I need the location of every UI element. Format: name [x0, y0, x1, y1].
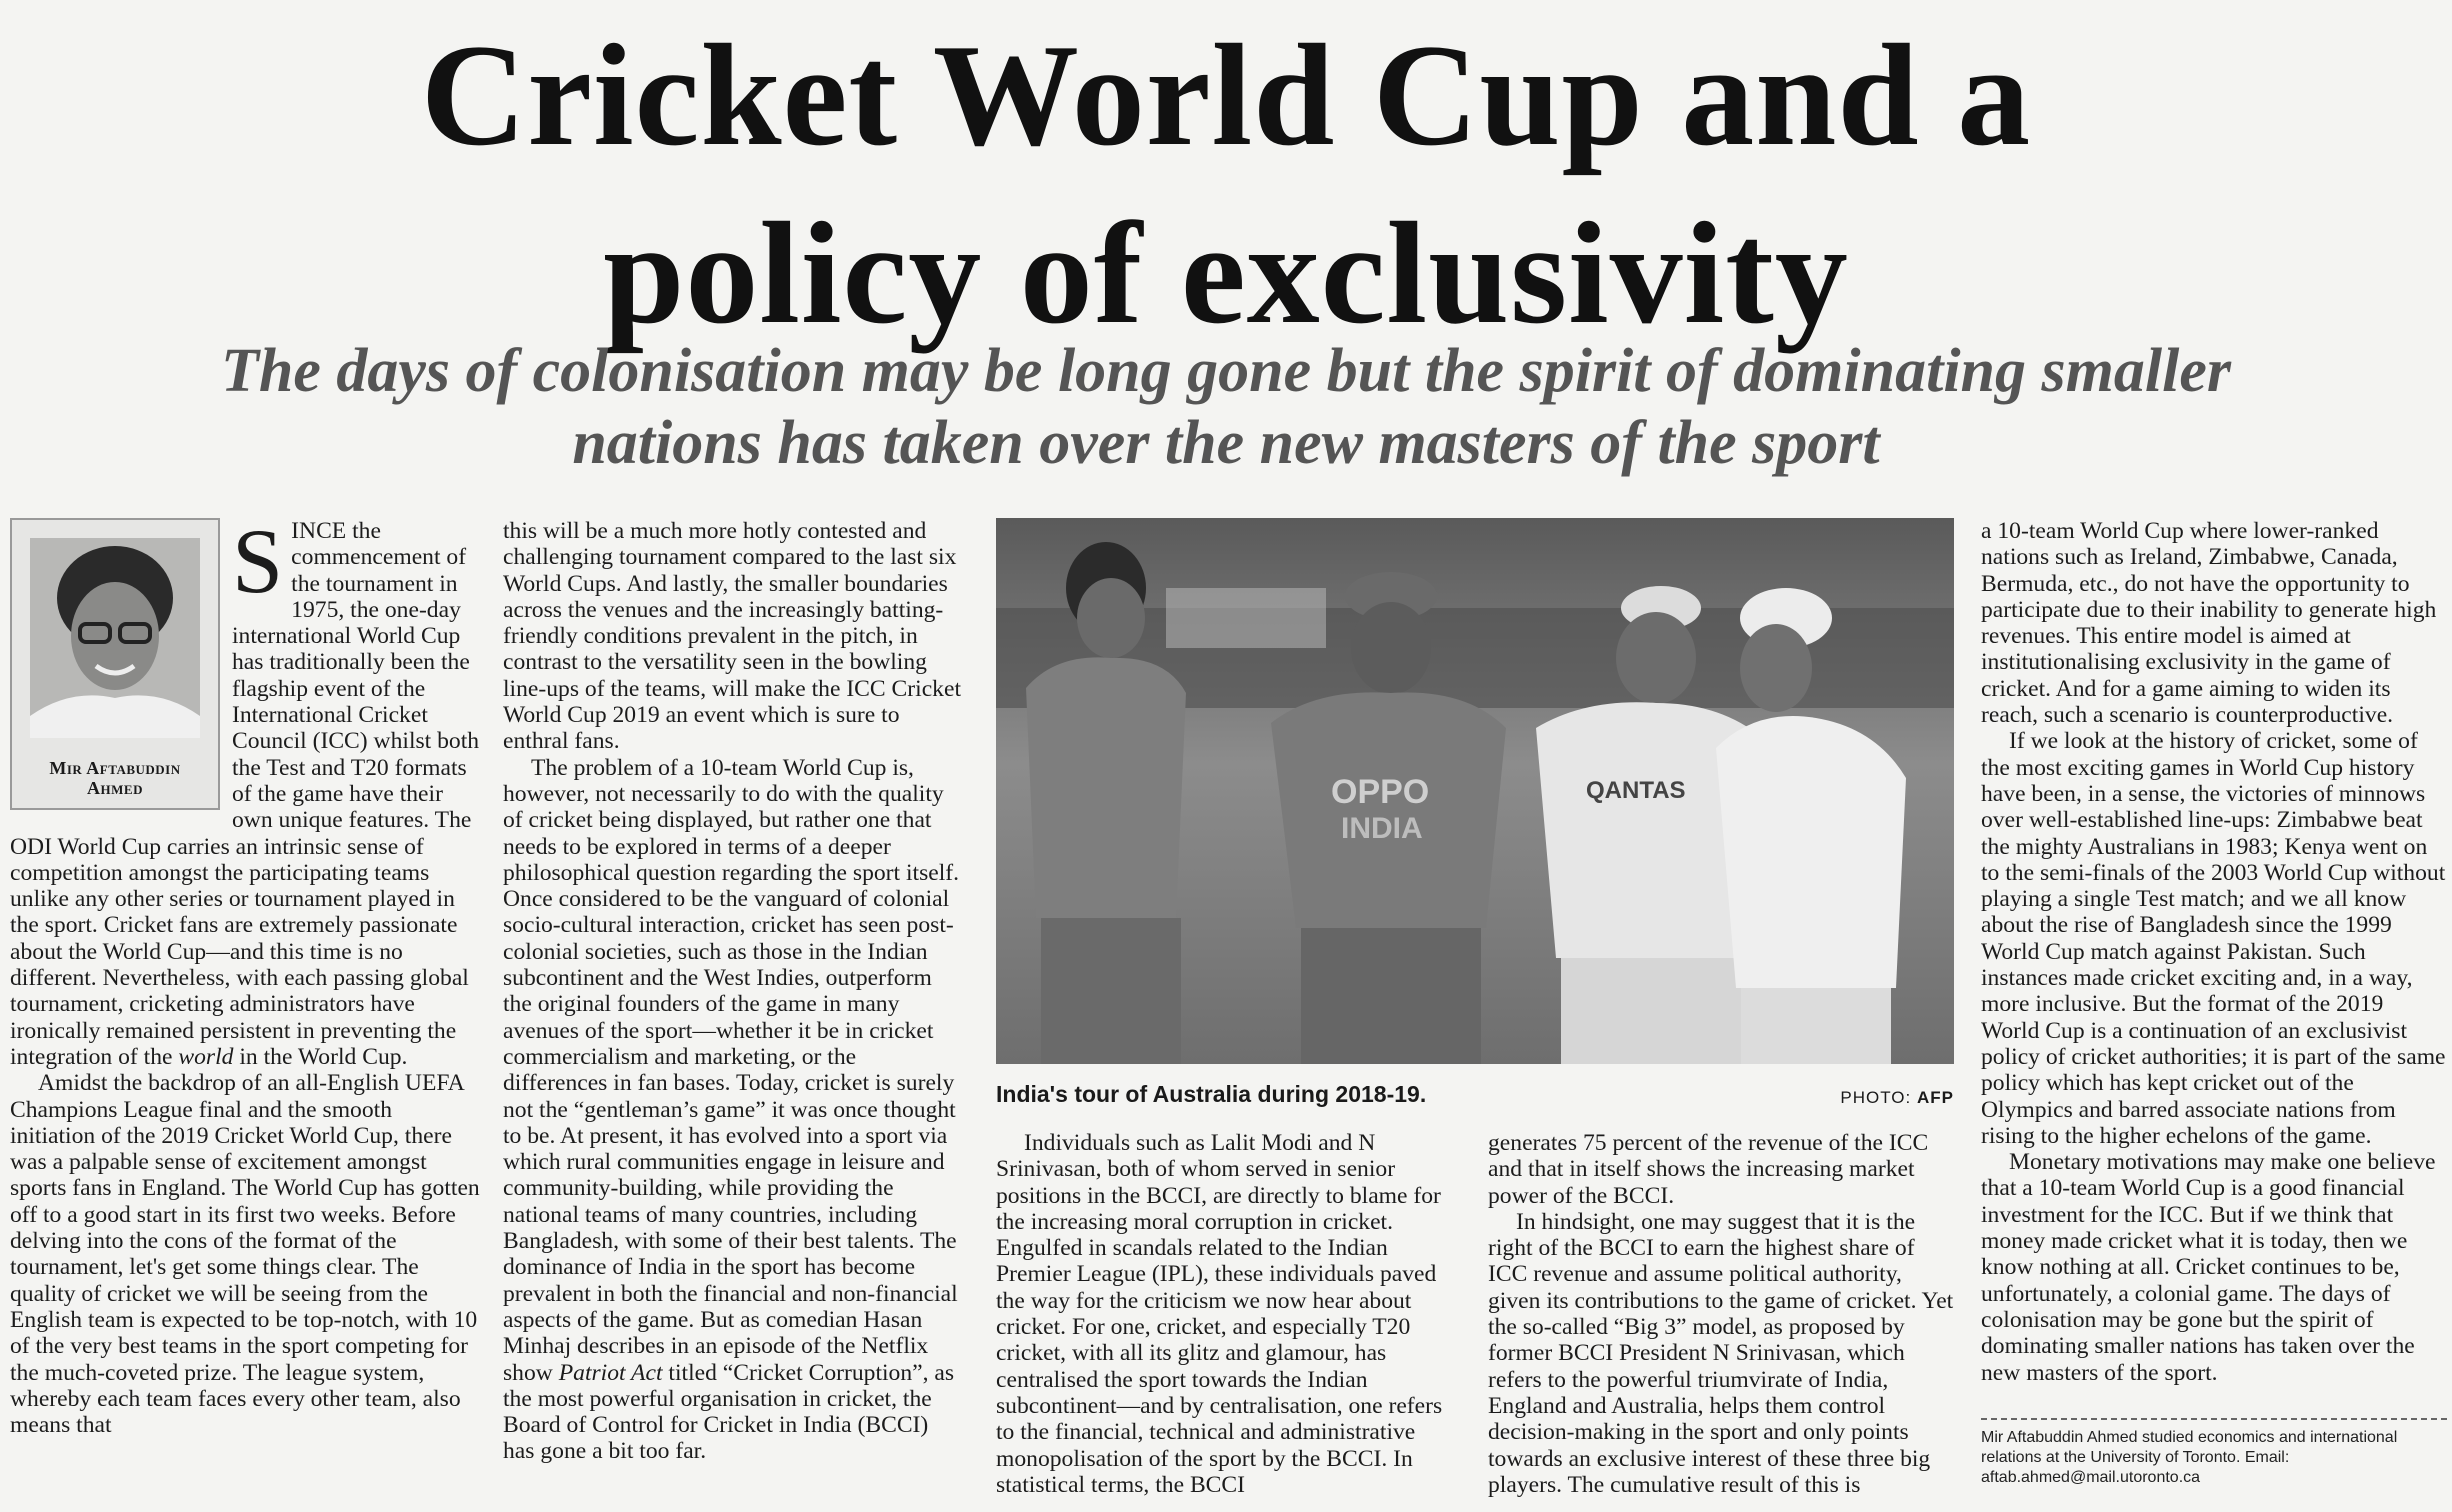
bio-divider: [1981, 1418, 2447, 1420]
drop-cap: S: [232, 510, 284, 612]
paragraph-text: INCE the commencement of the tournament in 1975, the one-day international World Cup has traditionally been the flagship event of the International Cricket Council (ICC) whilst both the Test and T20 formats of the game have their own unique features. The ODI World Cup carries an intrinsic sense of competition amongst the participating teams unlike any other series or tournament played in the sport. Cricket fans are extremely passionate about the World Cup—and this time is no different. Nevertheless, with each passing global tournament, cricketing administrators have ironically remained persistent in preventing the integration of the: [10, 518, 480, 1070]
author-bio: Mir Aftabuddin Ahmed studied economics and international relations at the University of Toronto. Email: aftab.ahmed@mail.utoronto.ca: [1981, 1429, 2398, 1486]
deck-subheadline: [0, 335, 2452, 479]
paragraph-text: The problem of a 10-team World Cup is, however, not necessarily to do with the quality of cricket being displayed, but rather one that needs to be explored in terms of a deeper philosophical question regarding the sport itself. Once considered to be the vanguard of colonial socio-cultural interaction, cricket has seen post-colonial societies, such as those in the Indian subcontinent and the West Indies, outperform the original founders of the game in many avenues of the sport—whether it be in cricket commercialism and marketing, or the differences in fan bases. Today, cricket is surely not the “gentleman’s game” it was once thought to be. At present, it has evolved into a sport via which rural communities engage in leisure and community-building, while providing the national teams of many countries, including Bangladesh, with some of their best talents. The dominance of India in the sport has become prevalent in both the financial and non-financial aspects of the game. But as comedian Hasan Minhaj describes in an episode of the Netflix show: [503, 754, 960, 1386]
article-paragraph: a 10-team World Cup where lower-ranked nations such as Ireland, Zimbabwe, Canada, Bermuda, etc., do not have the opportunity to participate due to their inability to generate high revenues. This entire model is aimed at institutionalising exclusivity in the game of cricket. And for a game aiming to widen its reach, such a scenario is counterproductive.: [1981, 518, 2437, 729]
article-paragraph: In hindsight, one may suggest that it is the right of the BCCI to earn the highest share of ICC revenue and assume political authority, given its contributions to the game of cricket. Yet the so-called “Big 3” model, as proposed by former BCCI President N Srinivasan, which refers to the powerful triumvirate of India, England and Australia, helps them control decision-making in the sport and only points towards an exclusive interest of these three big players. The cumulative result of this is: [1488, 1208, 1954, 1498]
article-paragraph: If we look at the history of cricket, some of the most exciting games in World Cup history have been, in a sense, the victories of minnows over well-established line-ups: Zimbabwe beat the mighty Australians in 1983; Kenya went on to the semi-finals of the 2003 World Cup without playing a single Test match; and we all know about the rise of Bangladesh since the 1999 World Cup match against Pakistan. Such instances made cricket exciting and, in a way, more inclusive. But the format of the 2019 World Cup is a continuation of an exclusivist policy of cricket authorities; it is part of the same policy which has kept cricket out of the Olympics and barred associate nations from rising to the higher echelons of the game.: [1981, 728, 2446, 1149]
jersey-text-india: INDIA: [1341, 812, 1423, 845]
article-paragraph: this will be a much more hotly contested and challenging tournament compared to the last six World Cups. And lastly, the smaller boundaries across the venues and the increasingly batting-friendly conditions prevalent in the pitch, in contrast to the versatility seen in the bowling line-ups of the teams, will make the ICC Cricket World Cup 2019 an event which is sure to enthral fans.: [503, 518, 962, 755]
photo-credit-source: AFP: [1917, 1088, 1954, 1107]
mugshot-spacer: [10, 518, 232, 814]
paragraph-text: titled “Cricket Corruption”, as the most powerful organisation in cricket, the Board of Control for Cricket in India (BCCI) has gone a bit too far.: [503, 1359, 955, 1465]
article-paragraph: Monetary motivations may make one believe that a 10-team World Cup is a good financial investment for the ICC. But if we think that money made cricket what it is today, then we know nothing at all. Cricket continues to be, unfortunately, a colonial game. The days of colonisation may be gone but the spirit of dominating smaller nations has taken over the new masters of the sport.: [1981, 1149, 2436, 1386]
article-photo: [996, 518, 1954, 1064]
article-paragraph: generates 75 percent of the revenue of the ICC and that in itself shows the increasing market power of the BCCI.: [1488, 1130, 1929, 1209]
jersey-text-qantas: QANTAS: [1586, 777, 1686, 804]
article-paragraph: Amidst the backdrop of an all-English UEFA Champions League final and the smooth initiation of the 2019 Cricket World Cup, there was a palpable sense of excitement amongst sports fans in England. The World Cup has gotten off to a good start in its first two weeks. Before delving into the cons of the format of the tournament, let's get some things clear. The quality of cricket we will be seeing from the English team is expected to be top-notch, with 10 of the very best teams in the sport competing for the much-coveted prize. The league system, whereby each team faces every other team, also means that: [10, 1070, 480, 1439]
article-column-3: [996, 1130, 1454, 1498]
photo-credit-label: PHOTO:: [1840, 1088, 1912, 1107]
headline-line-2: policy of exclusivity: [603, 192, 1849, 354]
article-column-4: [1488, 1130, 1958, 1498]
jersey-text-oppo: OPPO: [1331, 773, 1430, 811]
article-paragraph: Individuals such as Lalit Modi and N Srinivasan, both of whom served in senior positions in the BCCI, are directly to blame for the increasing moral corruption in cricket. Engulfed in scandals related to the Indian Premier League (IPL), these individuals paved the way for the criticism we now hear about cricket. For one, cricket, and especially T20 cricket, with all its glitz and glamour, has centralised the sport towards the Indian subcontinent—and by centralisation, one refers to the financial, technical and administrative monopolisation of the sport by the BCCI. In statistical terms, the BCCI: [996, 1130, 1443, 1498]
author-name-line-2: Ahmed: [87, 778, 143, 798]
headline: [0, 6, 2452, 362]
article-column-2: [503, 518, 961, 1465]
paragraph-text: in the World Cup.: [239, 1043, 408, 1070]
deck-line-1: The days of colonisation may be long gone but the spirit of dominating smaller: [221, 337, 2231, 405]
paragraph-italic: Patriot Act: [558, 1359, 663, 1386]
photo-caption: India's tour of Australia during 2018-19.: [996, 1081, 1427, 1107]
article-column-5: [1981, 518, 2447, 1386]
article-column-1: [10, 510, 480, 1439]
headline-line-1: Cricket World Cup and a: [420, 14, 2032, 176]
deck-line-2: nations has taken over the new masters of the sport: [572, 409, 1880, 477]
author-name-line-1: Mir Aftabuddin: [49, 758, 181, 778]
article-paragraph: [503, 755, 961, 1465]
photo-credit: [1700, 1088, 1954, 1108]
paragraph-italic: world: [178, 1043, 234, 1070]
